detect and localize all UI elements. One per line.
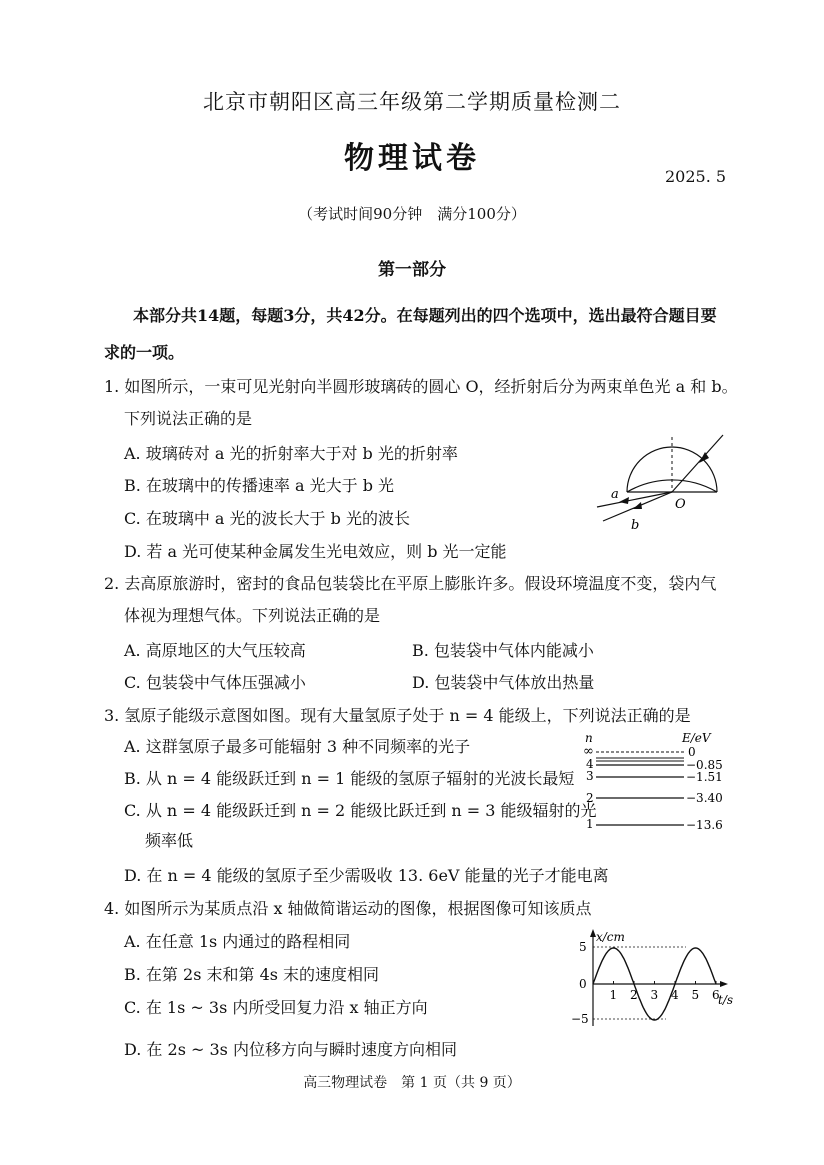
question-1-option-d: D. 若 a 光可使某种金属发生光电效应，则 b 光一定能 xyxy=(124,542,507,561)
question-1-option-c: C. 在玻璃中 a 光的波长大于 b 光的波长 xyxy=(124,509,410,528)
ray-b-arrow xyxy=(633,502,642,509)
shm-x-tick-2: 2 xyxy=(630,988,638,1002)
exam-school-title: 北京市朝阳区高三年级第二学期质量检测二 xyxy=(203,90,621,114)
fig1-label-b: b xyxy=(631,518,640,533)
question-3-option-b: B. 从 n = 4 能级跃迁到 n = 1 能级的氢原子辐射的光波长最短 xyxy=(124,769,575,788)
energy-n-inf: ∞ xyxy=(583,744,594,759)
part-title: 第一部分 xyxy=(378,260,446,280)
energy-n-1: 1 xyxy=(586,817,594,831)
question-3-option-c: C. 从 n = 4 能级跃迁到 n = 2 能级比跃迁到 n = 3 能级辐射的光 xyxy=(124,801,597,820)
question-4-stem: 4. 如图所示为某质点沿 x 轴做简谐运动的图像，根据图像可知该质点 xyxy=(104,899,592,918)
energy-n-4: 4 xyxy=(586,757,594,771)
ray-a xyxy=(597,492,672,507)
shm-y-tick-0: 0 xyxy=(579,977,587,991)
exam-date: 2025. 5 xyxy=(665,167,727,186)
energy-n-header: n xyxy=(585,731,593,745)
energy-e-header: E/eV xyxy=(682,731,711,745)
fig1-label-a: a xyxy=(611,487,619,502)
shm-x-label: t/s xyxy=(718,993,734,1007)
question-3-option-d: D. 在 n = 4 能级的氢原子至少需吸收 13. 6eV 能量的光子才能电离 xyxy=(124,866,609,885)
exam-title: 物理试卷 xyxy=(344,141,480,176)
question-2-option-c: C. 包装袋中气体压强减小 xyxy=(124,673,306,692)
energy-e-4: −0.85 xyxy=(686,758,723,772)
shm-y-label: x/cm xyxy=(596,930,625,944)
question-1-option-a: A. 玻璃砖对 a 光的折射率大于对 b 光的折射率 xyxy=(124,444,458,463)
shm-x-tick-1: 1 xyxy=(609,988,618,1002)
part-instruction-line2: 求的一项。 xyxy=(104,343,185,362)
shm-t-axis-arrow xyxy=(720,981,728,987)
question-2-option-b: B. 包装袋中气体内能减小 xyxy=(412,641,594,660)
question-1-stem-line2: 下列说法正确的是 xyxy=(124,409,253,428)
shm-y-tick-neg5: −5 xyxy=(571,1012,589,1026)
energy-e-inf: 0 xyxy=(688,745,696,759)
question-4-option-a: A. 在任意 1s 内通过的路程相同 xyxy=(124,932,351,951)
shm-y-tick-5: 5 xyxy=(579,940,587,954)
question-2-stem-line2: 体视为理想气体。下列说法正确的是 xyxy=(124,606,381,625)
question-1-option-b: B. 在玻璃中的传播速率 a 光大于 b 光 xyxy=(124,476,395,495)
energy-level-diagram xyxy=(580,730,730,834)
question-1-stem-line1: 1. 如图所示，一束可见光射向半圆形玻璃砖的圆心 O，经折射后分为两束单色光 a 和 b。 xyxy=(104,377,738,396)
fig1-label-o: O xyxy=(675,497,686,512)
question-3-option-c-cont: 频率低 xyxy=(145,831,194,850)
exam-time-info: （考试时间90分钟 满分100分） xyxy=(298,205,526,223)
page-footer: 高三物理试卷 第 1 页（共 9 页） xyxy=(303,1075,521,1091)
question-4-option-d: D. 在 2s ~ 3s 内位移方向与瞬时速度方向相同 xyxy=(124,1040,457,1059)
part-instruction-line1: 本部分共14题，每题3分，共42分。在每题列出的四个选项中，选出最符合题目要 xyxy=(133,306,717,325)
shm-x-tick-4: 4 xyxy=(671,988,679,1002)
ray-a-arrow xyxy=(619,497,629,504)
shm-x-tick-3: 3 xyxy=(650,988,659,1002)
question-4-option-c: C. 在 1s ~ 3s 内所受回复力沿 x 轴正方向 xyxy=(124,998,428,1017)
question-4-option-b: B. 在第 2s 末和第 4s 末的速度相同 xyxy=(124,965,380,984)
question-2-stem-line1: 2. 去高原旅游时，密封的食品包装袋比在平原上膨胀许多。假设环境温度不变，袋内气 xyxy=(104,574,717,593)
shm-x-tick-5: 5 xyxy=(691,988,700,1002)
question-2-option-a: A. 高原地区的大气压较高 xyxy=(124,641,306,660)
question-2-option-d: D. 包装袋中气体放出热量 xyxy=(412,673,595,692)
energy-e-1: −13.6 xyxy=(686,818,723,832)
energy-n-3: 3 xyxy=(586,769,594,783)
energy-e-2: −3.40 xyxy=(686,791,723,805)
question-3-option-a: A. 这群氢原子最多可能辐射 3 种不同频率的光子 xyxy=(124,737,471,756)
shm-x-tick-6: 6 xyxy=(712,988,720,1002)
energy-n-2: 2 xyxy=(586,791,594,805)
shm-graph xyxy=(568,926,738,1030)
refraction-figure xyxy=(575,425,735,535)
question-3-stem: 3. 氢原子能级示意图如图。现有大量氢原子处于 n = 4 能级上，下列说法正确的是 xyxy=(104,706,691,725)
energy-e-3: −1.51 xyxy=(686,770,723,784)
